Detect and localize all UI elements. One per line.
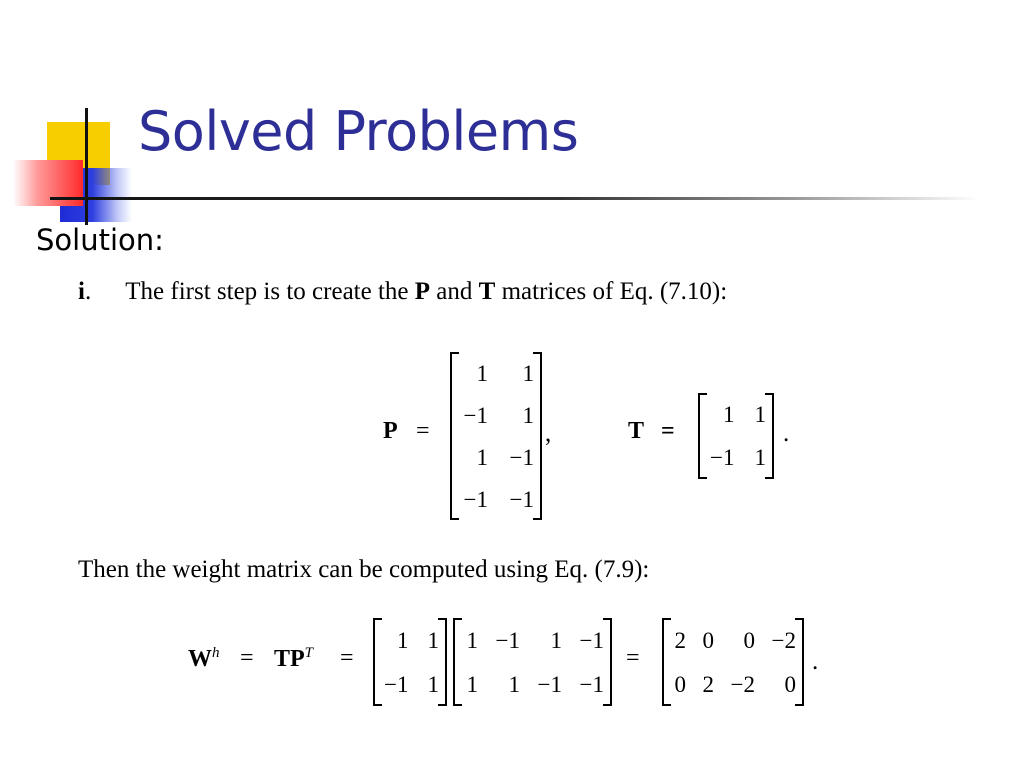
p-label: P — [383, 418, 398, 444]
matrix-cell: −1 — [509, 486, 534, 512]
step-marker-punct: . — [84, 278, 92, 305]
matrix-cell: 0 — [702, 627, 714, 653]
matrix-cell: 1 — [722, 402, 735, 427]
p-trail: , — [545, 420, 552, 447]
matrix-cell: 1 — [522, 360, 534, 386]
decor-vertical-line — [85, 108, 88, 225]
matrix-cell: −1 — [537, 671, 562, 697]
matrix-cell: −2 — [771, 627, 796, 653]
matrix-cell: 2 — [702, 671, 714, 697]
t-equals: = — [661, 418, 675, 444]
matrix-cell: 2 — [674, 627, 686, 653]
w-eq1: = — [240, 645, 254, 671]
solution-label: Solution: — [36, 223, 164, 257]
step-text-before: The first step is to create the — [125, 278, 409, 305]
matrix-cell: 1 — [550, 627, 562, 653]
step-text-and: and — [436, 278, 473, 305]
matrix-cell: 1 — [466, 671, 478, 697]
matrix-cell: 1 — [522, 402, 534, 428]
step-i-line — [78, 278, 727, 306]
t-label: T — [628, 418, 645, 444]
slide-title: Solved Problems — [138, 100, 579, 163]
tp-symbol: TP — [274, 646, 305, 672]
matrix-cell: 0 — [674, 671, 686, 697]
step-bold-t: T — [478, 278, 496, 305]
tp-label — [274, 645, 313, 673]
matrix-cell: 1 — [396, 627, 409, 653]
matrix-cell: −1 — [710, 445, 735, 470]
matrix-cell: 0 — [784, 671, 796, 697]
matrix-cell: −1 — [579, 627, 604, 653]
matrix-cell: −1 — [463, 402, 488, 428]
then-text: Then the weight matrix can be computed using Eq. (7.9): — [78, 556, 650, 583]
title-underline — [50, 197, 980, 200]
w-eq2: = — [340, 645, 354, 671]
matrix-cell: 1 — [754, 402, 766, 427]
tp-superscript: T — [304, 645, 314, 661]
p-matrix — [452, 352, 540, 520]
w-label — [188, 645, 220, 673]
w-eq3: = — [626, 645, 640, 671]
matrix-cell: −1 — [384, 671, 409, 697]
matrix-cell: 1 — [476, 360, 488, 386]
w-superscript: h — [212, 645, 220, 661]
matrix-cell: 1 — [508, 671, 520, 697]
t-matrix — [700, 393, 772, 479]
step-marker: i — [78, 278, 85, 305]
matrix-cell: −1 — [495, 627, 520, 653]
w-matrix-pt — [455, 618, 610, 706]
w-matrix-t — [375, 618, 445, 706]
matrix-cell: 1 — [476, 444, 488, 470]
p-equals: = — [416, 418, 430, 444]
matrix-cell: −2 — [730, 671, 755, 697]
w-matrix-result — [664, 618, 802, 706]
step-bold-p: P — [414, 278, 431, 305]
t-trail: . — [783, 420, 790, 447]
w-trail: . — [812, 648, 819, 675]
matrix-cell: −1 — [579, 671, 604, 697]
matrix-cell: −1 — [463, 486, 488, 512]
matrix-cell: 0 — [743, 627, 755, 653]
matrix-cell: 1 — [754, 445, 766, 470]
matrix-cell: 1 — [427, 671, 439, 697]
step-text-after: matrices of Eq. (7.10): — [501, 278, 728, 305]
matrix-cell: 1 — [466, 627, 478, 653]
matrix-cell: −1 — [509, 444, 534, 470]
w-symbol: W — [188, 646, 212, 672]
matrix-cell: 1 — [427, 627, 439, 653]
